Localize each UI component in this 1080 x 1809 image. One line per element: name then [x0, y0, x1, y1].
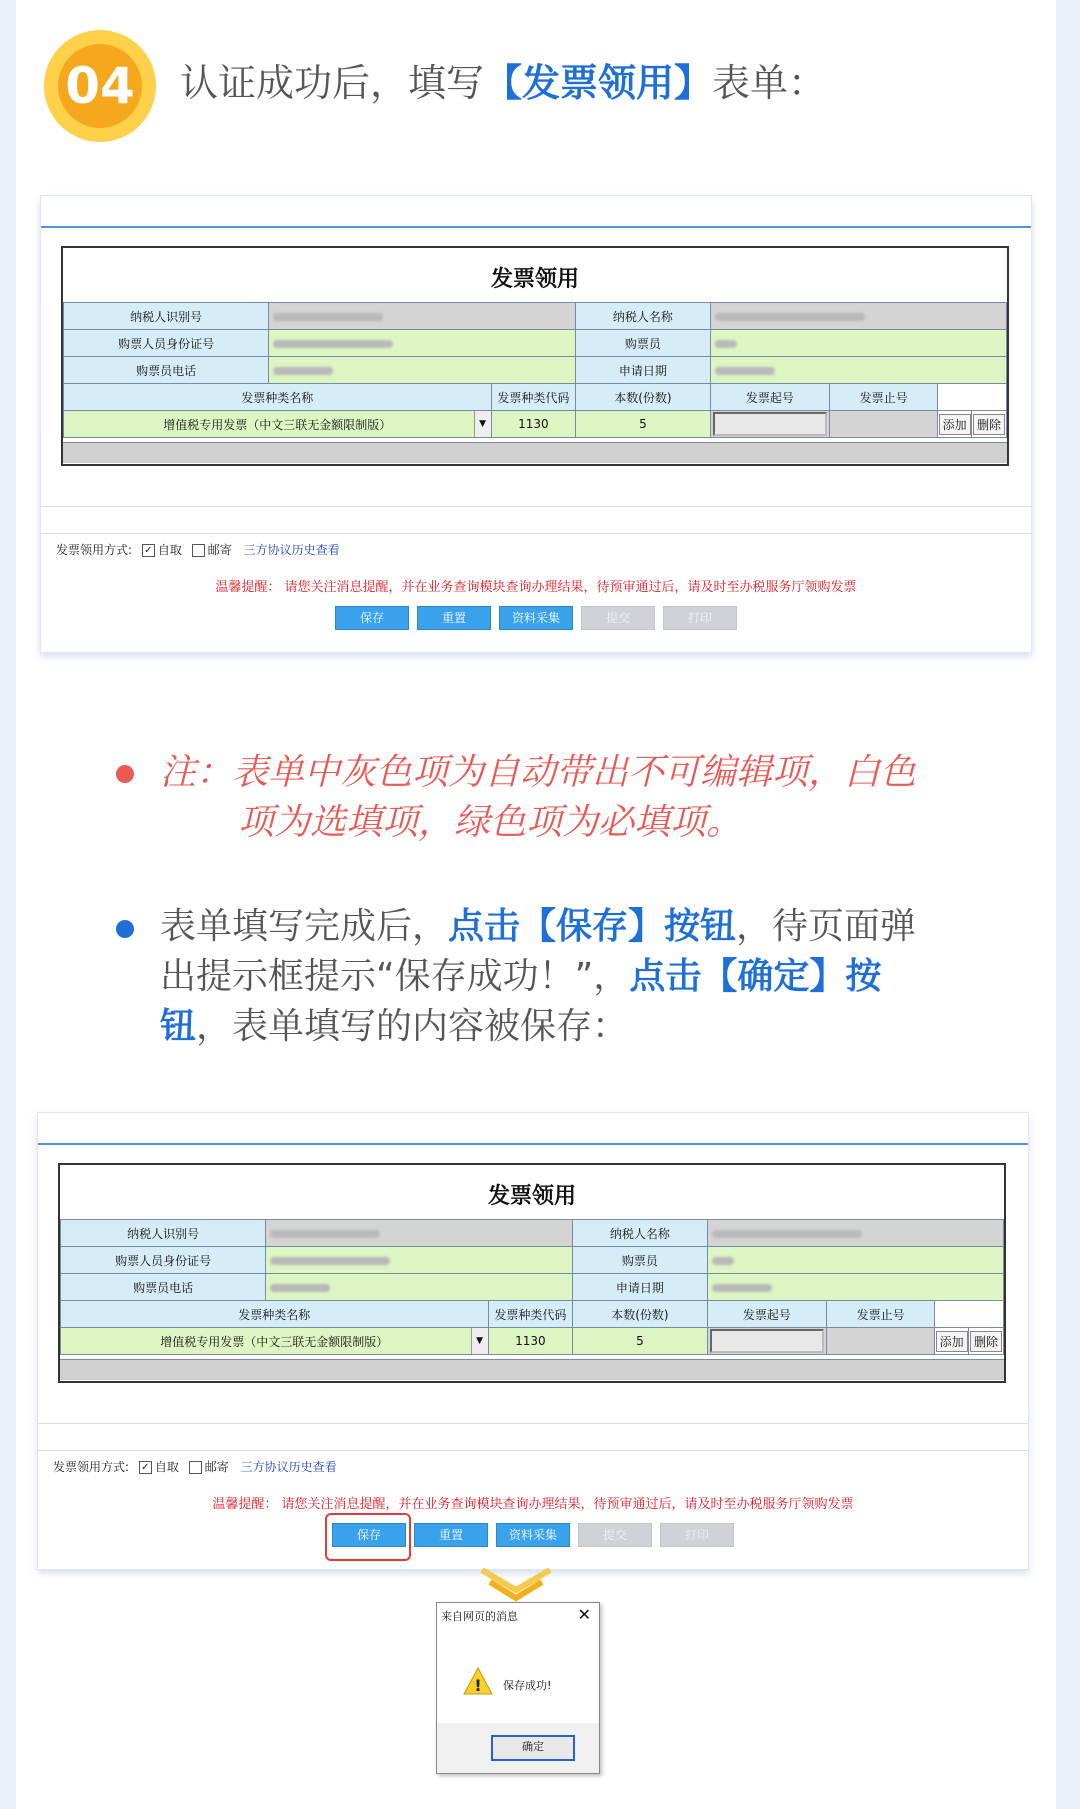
note2-text: 出提示框提示“保存成功！”， [160, 956, 630, 997]
note2-text: ，待页面弹 [736, 906, 917, 947]
divider [38, 1423, 1028, 1424]
note2-highlight: 点击【确定】按 [629, 956, 882, 997]
note2-text: 表单填写完成后， [160, 906, 449, 947]
header-end-no: 发票止号 [830, 384, 938, 411]
divider [41, 506, 1031, 507]
add-button[interactable]: 添加 [936, 1331, 968, 1352]
step-number: 04 [58, 44, 142, 128]
step-title [180, 52, 826, 107]
submit-button[interactable]: 提交 [581, 606, 655, 630]
step-title-highlight: 【发票领用】 [484, 61, 713, 105]
history-link[interactable]: 三方协议历史查看 [243, 543, 340, 557]
mail-checkbox[interactable] [189, 1461, 202, 1474]
taxpayer-id-value [269, 303, 576, 330]
form-title: 发票领用 [490, 266, 579, 292]
invoice-end-no [830, 411, 938, 438]
self-pickup-label: 自取 [157, 543, 182, 557]
action-buttons [38, 1523, 1028, 1547]
buyer-phone-input[interactable] [269, 357, 576, 384]
taxpayer-name-value [707, 1220, 1003, 1247]
header-type-code: 发票种类代码 [488, 1301, 573, 1328]
chevron-down-icon[interactable]: ▼ [474, 411, 491, 437]
taxpayer-id-value [266, 1220, 573, 1247]
apply-date-label: 申请日期 [576, 357, 710, 384]
invoice-quantity-input[interactable]: 5 [576, 411, 710, 438]
note1-line2: 项为选填项，绿色项为必填项。 [238, 802, 743, 843]
header-quantity: 本数(份数) [573, 1301, 707, 1328]
top-blue-divider [41, 226, 1031, 228]
taxpayer-id-label: 纳税人识别号 [61, 1220, 266, 1247]
collect-button[interactable]: 资料采集 [496, 1523, 570, 1547]
invoice-type-code: 1130 [491, 411, 576, 438]
buyer-phone-label: 购票员电话 [61, 1274, 266, 1301]
header-actions [935, 1301, 1004, 1328]
taxpayer-id-label: 纳税人识别号 [64, 303, 269, 330]
ok-button[interactable]: 确定 [491, 1735, 575, 1761]
buyer-phone-label: 购票员电话 [64, 357, 269, 384]
taxpayer-name-value [710, 303, 1006, 330]
header-type-name: 发票种类名称 [61, 1301, 489, 1328]
invoice-type-select[interactable] [64, 411, 492, 438]
reset-button[interactable]: 重置 [417, 606, 491, 630]
bullet-red [116, 765, 134, 783]
note2-text: ，表单填写的内容被保存： [196, 1006, 629, 1047]
print-button[interactable]: 打印 [663, 606, 737, 630]
dialog-body [437, 1627, 599, 1723]
save-button[interactable]: 保存 [332, 1523, 406, 1547]
buyer-phone-input[interactable] [266, 1274, 573, 1301]
divider [38, 1450, 1028, 1451]
close-icon[interactable]: ✕ [577, 1605, 591, 1624]
header-end-no: 发票止号 [827, 1301, 935, 1328]
note2-highlight: 钮 [160, 1006, 197, 1047]
self-pickup-checkbox[interactable]: ✓ [139, 1461, 152, 1474]
save-button[interactable]: 保存 [335, 606, 409, 630]
dialog-titlebar [437, 1603, 599, 1627]
method-label: 发票领用方式: [56, 543, 133, 557]
buyer-label: 购票员 [576, 330, 710, 357]
invoice-type-code: 1130 [488, 1328, 573, 1355]
invoice-form-frame [58, 1163, 1006, 1383]
warning-text: 温馨提醒： 请您关注消息提醒，并在业务查询模块查询办理结果，待预审通过后，请及时至办税服务厅领购发票 [212, 1497, 854, 1512]
method-row [56, 541, 340, 558]
collect-button[interactable]: 资料采集 [499, 606, 573, 630]
buyer-label: 购票员 [573, 1247, 707, 1274]
invoice-form-table [63, 302, 1007, 438]
note-save-instructions [160, 902, 916, 1052]
warning-text: 温馨提醒： 请您关注消息提醒，并在业务查询模块查询办理结果，待预审通过后，请及时至办税服务厅领购发票 [215, 580, 857, 595]
header-quantity: 本数(份数) [576, 384, 710, 411]
add-cell [938, 411, 972, 438]
invoice-type-value: 增值税专用发票（中文三联无金额限制版） [163, 417, 392, 432]
reset-button[interactable]: 重置 [414, 1523, 488, 1547]
invoice-type-value: 增值税专用发票（中文三联无金额限制版） [160, 1334, 389, 1349]
add-button[interactable]: 添加 [939, 414, 971, 435]
taxpayer-name-label: 纳税人名称 [576, 303, 710, 330]
note1-line1: 注：表单中灰色项为自动带出不可编辑项，白色 [160, 752, 917, 793]
self-pickup-checkbox[interactable]: ✓ [142, 544, 155, 557]
invoice-type-select[interactable] [61, 1328, 489, 1355]
note-gray-green [160, 748, 916, 848]
step-badge [44, 30, 156, 142]
delete-cell [972, 411, 1007, 438]
apply-date-label: 申请日期 [573, 1274, 707, 1301]
buyer-id-input[interactable] [266, 1247, 573, 1274]
step-title-prefix: 认证成功后，填写 [180, 61, 485, 105]
submit-button[interactable]: 提交 [578, 1523, 652, 1547]
buyer-id-label: 购票人员身份证号 [61, 1247, 266, 1274]
buyer-input[interactable] [710, 330, 1006, 357]
step-title-suffix: 表单： [712, 61, 827, 105]
invoice-form-frame [61, 246, 1009, 466]
buyer-id-label: 购票人员身份证号 [64, 330, 269, 357]
method-row [53, 1458, 337, 1475]
header-actions [938, 384, 1007, 411]
mail-label: 邮寄 [207, 543, 232, 557]
buyer-id-input[interactable] [269, 330, 576, 357]
top-blue-divider [38, 1143, 1028, 1145]
add-cell [935, 1328, 969, 1355]
save-success-dialog [436, 1602, 600, 1774]
invoice-quantity-input[interactable]: 5 [573, 1328, 707, 1355]
divider [41, 533, 1031, 534]
delete-cell [969, 1328, 1004, 1355]
note2-highlight: 点击【保存】按钮 [448, 906, 737, 947]
chevron-down-icon[interactable]: ▼ [471, 1328, 488, 1354]
invoice-start-no [707, 1328, 827, 1355]
apply-date-value [710, 357, 1006, 384]
screenshot-form-empty [41, 196, 1031, 652]
delete-button[interactable]: 删除 [973, 414, 1005, 435]
header-start-no: 发票起号 [710, 384, 830, 411]
invoice-start-no [710, 411, 830, 438]
delete-button[interactable]: 删除 [970, 1331, 1002, 1352]
history-link[interactable]: 三方协议历史查看 [240, 1460, 337, 1474]
save-highlight-box [325, 1513, 411, 1561]
invoice-form-table [60, 1219, 1004, 1355]
dialog-message: 保存成功! [503, 1679, 552, 1692]
form-title: 发票领用 [487, 1183, 576, 1209]
mail-checkbox[interactable] [192, 544, 205, 557]
header-start-no: 发票起号 [707, 1301, 827, 1328]
action-buttons [41, 606, 1031, 630]
screenshot-form-saved [38, 1113, 1028, 1569]
form-footer-bar [60, 1359, 1004, 1380]
form-footer-bar [63, 442, 1007, 463]
method-label: 发票领用方式: [53, 1460, 130, 1474]
taxpayer-name-label: 纳税人名称 [573, 1220, 707, 1247]
header-type-code: 发票种类代码 [491, 384, 576, 411]
warning-glyph: ! [474, 1676, 482, 1695]
warning-icon [463, 1667, 493, 1695]
dialog-title: 来自网页的消息 [441, 1610, 518, 1623]
buyer-input[interactable] [707, 1247, 1003, 1274]
header-type-name: 发票种类名称 [64, 384, 492, 411]
mail-label: 邮寄 [204, 1460, 229, 1474]
self-pickup-label: 自取 [154, 1460, 179, 1474]
print-button[interactable]: 打印 [660, 1523, 734, 1547]
bullet-blue [116, 920, 134, 938]
invoice-end-no [827, 1328, 935, 1355]
apply-date-value [707, 1274, 1003, 1301]
